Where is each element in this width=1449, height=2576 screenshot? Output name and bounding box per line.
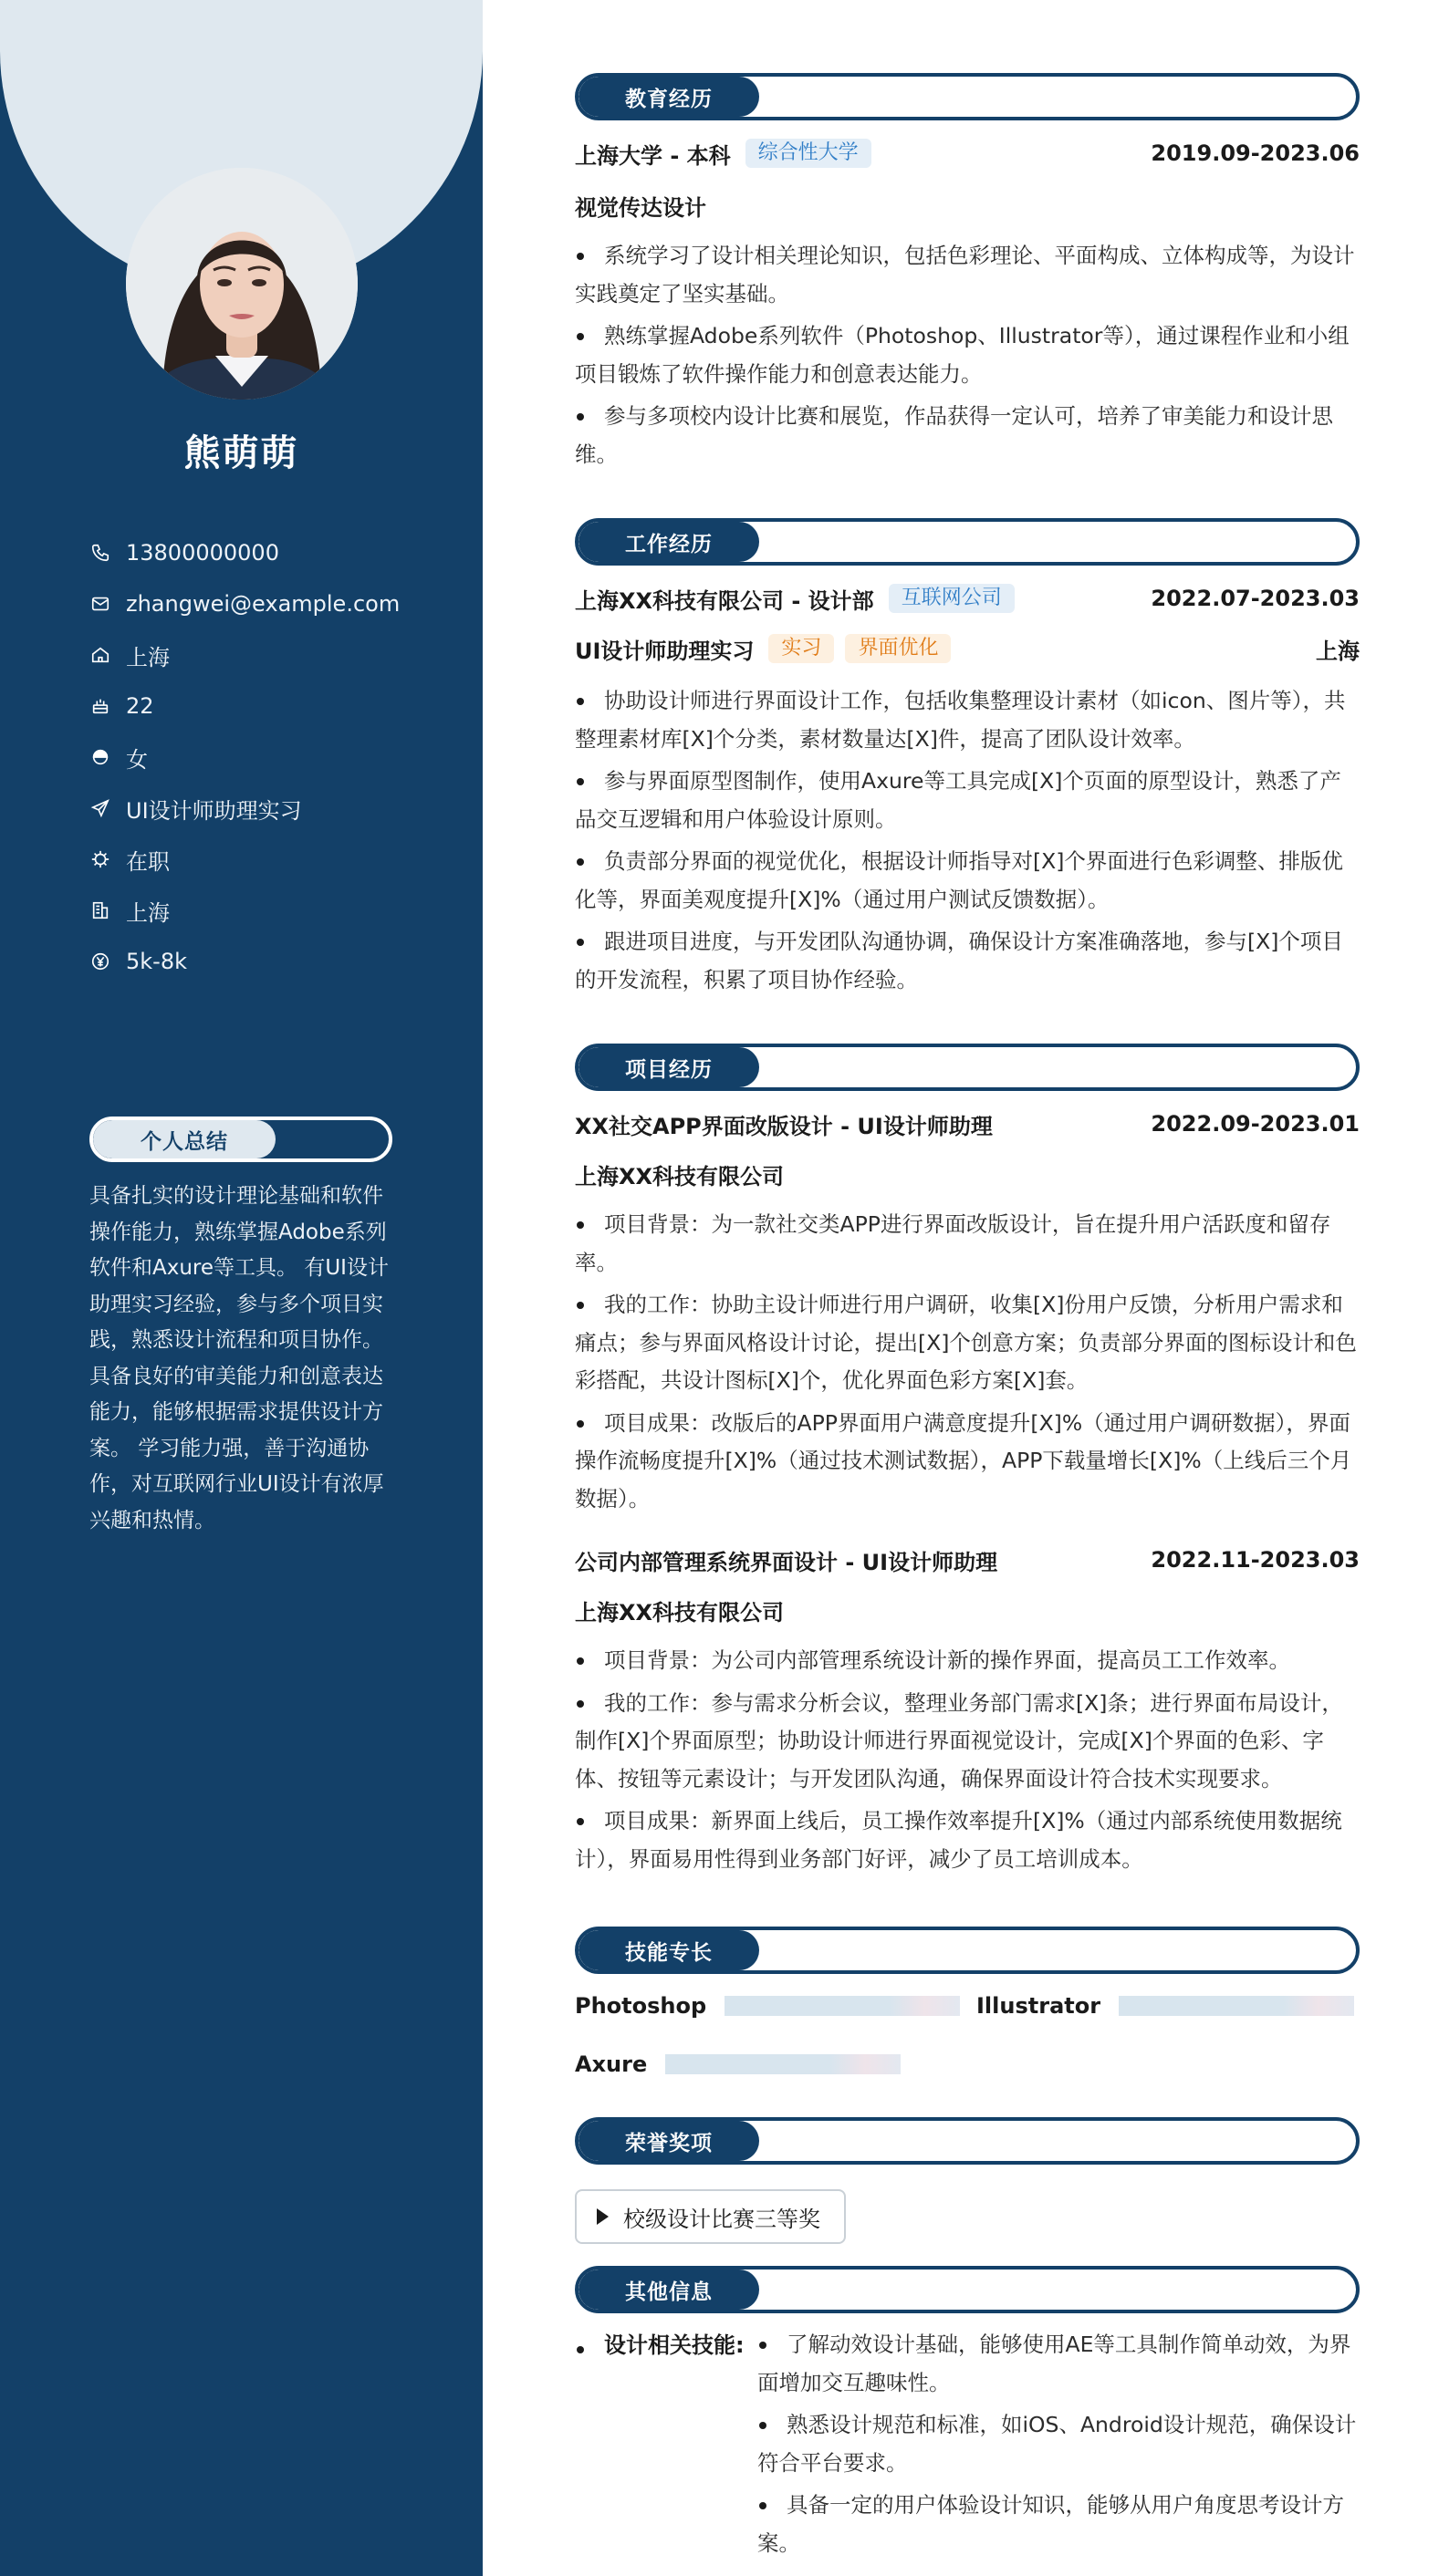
info-phone <box>89 527 454 578</box>
project-company: 上海XX科技有限公司 <box>575 1600 785 1626</box>
list-item: 具备一定的用户体验设计知识，能够从用户角度思考设计方案。 <box>757 2487 1360 2562</box>
list-item: 我的工作：参与需求分析会议，整理业务部门需求[X]条；进行界面布局设计，制作[X]个界面原型；协助设计师进行界面视觉设计，完成[X]个界面的色彩、字体、按钮等元素设计；与开发团队沟通，确保界面设计符合技术实现要求。 <box>575 1685 1360 1799</box>
company-name: 上海XX科技有限公司 - 设计部 <box>575 587 874 614</box>
list-item: 负责部分界面的视觉优化，根据设计师指导对[X]个界面进行色彩调整、排版优化等，界面美观度提升[X]%（通过用户测试反馈数据）。 <box>575 843 1360 919</box>
work-row <box>575 582 1360 615</box>
bullet-dot <box>577 2346 584 2353</box>
info-text: UI设计师助理实习 <box>126 797 302 824</box>
info-age <box>89 680 454 732</box>
project-date: 2022.09-2023.01 <box>1151 1111 1360 1137</box>
skill-name: Axure <box>575 2051 648 2077</box>
list-item: 跟进项目进度，与开发团队沟通协调，确保设计方案准确落地，参与[X]个项目的开发流程，积累了项目协作经验。 <box>575 923 1360 999</box>
list-item: 参与多项校内设计比赛和展览，作品获得一定认可，培养了审美能力和设计思维。 <box>575 398 1360 473</box>
list-item: 项目背景：为一款社交类APP进行界面改版设计，旨在提升用户活跃度和留存率。 <box>575 1206 1360 1282</box>
section-header-other <box>575 2266 1360 2313</box>
info-text: 上海 <box>126 644 170 670</box>
status-icon <box>89 848 111 870</box>
person-name: 熊萌萌 <box>183 432 299 474</box>
skill-item <box>575 2048 901 2081</box>
skill-name: Photoshop <box>575 1993 707 2019</box>
info-position <box>89 783 454 834</box>
section-title: 工作经历 <box>579 522 759 562</box>
skill-name: Illustrator <box>976 1993 1101 2019</box>
summary-text: 具备扎实的设计理论基础和软件操作能力，熟练掌握Adobe系列软件和Axure等工具。 有UI设计助理实习经验，参与多个项目实践，熟悉设计流程和项目协作。 具备良好的审美能力和创意表达能力，能够根据需求提供设计方案。 学习能力强，善于沟通协作，对互联网行业UI设计有浓厚兴趣和热情。 <box>89 1184 389 1532</box>
project-company: 上海XX科技有限公司 <box>575 1164 785 1189</box>
cake-icon <box>89 695 111 717</box>
info-text: 上海 <box>126 899 170 926</box>
section-header-honors <box>575 2117 1360 2165</box>
avatar <box>126 168 358 400</box>
section-header-work <box>575 518 1360 566</box>
list-item: 参与界面原型图制作，使用Axure等工具完成[X]个页面的原型设计，熟悉了产品交互逻辑和用户体验设计原则。 <box>575 763 1360 838</box>
info-text: 5k-8k <box>126 949 187 974</box>
skill-item <box>976 1989 1354 2022</box>
phone-icon <box>89 542 111 564</box>
role-tag: 实习 <box>768 634 834 663</box>
info-text: zhangwei@example.com <box>126 591 401 617</box>
project-name: 公司内部管理系统界面设计 - UI设计师助理 <box>575 1549 998 1575</box>
role-tag: 界面优化 <box>845 634 951 663</box>
education-major: 视觉传达设计 <box>575 195 706 221</box>
mail-icon <box>89 593 111 615</box>
info-text: 13800000000 <box>126 540 279 566</box>
info-status <box>89 834 454 885</box>
work-bullets <box>575 682 1360 1003</box>
section-header-education <box>575 73 1360 120</box>
summary-heading-label: 个人总结 <box>93 1120 276 1158</box>
building-icon <box>89 899 111 921</box>
skill-bar <box>1119 1996 1354 2016</box>
other-label: 设计相关技能: <box>604 2332 745 2358</box>
section-title: 项目经历 <box>579 1047 759 1087</box>
project-name: XX社交APP界面改版设计 - UI设计师助理 <box>575 1113 993 1139</box>
home-icon <box>89 644 111 666</box>
list-item: 项目成果：改版后的APP界面用户满意度提升[X]%（通过用户调研数据），界面操作流畅度提升[X]%（通过技术测试数据），APP下载量增长[X]%（上线后三个月数据）。 <box>575 1405 1360 1519</box>
info-gender <box>89 732 454 783</box>
school-name: 上海大学 - 本科 <box>575 142 731 169</box>
work-city: 上海 <box>1316 638 1360 664</box>
project-row <box>575 1107 1360 1140</box>
skill-bar <box>724 1996 960 2016</box>
skill-item <box>575 1989 960 2022</box>
work-date: 2022.07-2023.03 <box>1151 586 1360 611</box>
education-date: 2019.09-2023.06 <box>1151 140 1360 166</box>
section-header-skills <box>575 1927 1360 1974</box>
award-text: 校级设计比赛三等奖 <box>623 2206 820 2232</box>
education-row <box>575 137 1360 170</box>
company-type-tag: 互联网公司 <box>889 584 1015 613</box>
project-date: 2022.11-2023.03 <box>1151 1547 1360 1573</box>
section-title: 其他信息 <box>579 2270 759 2310</box>
section-header-projects <box>575 1044 1360 1091</box>
list-item: 协助设计师进行界面设计工作，包括收集整理设计素材（如icon、图片等），共整理素材库[X]个分类，素材数量达[X]件，提高了团队设计效率。 <box>575 682 1360 758</box>
info-text: 22 <box>126 693 154 719</box>
section-title: 教育经历 <box>579 77 759 117</box>
list-item: 熟练掌握Adobe系列软件（Photoshop、Illustrator等），通过课程作业和小组项目锻炼了软件操作能力和创意表达能力。 <box>575 317 1360 393</box>
avatar-portrait <box>126 168 358 400</box>
contact-info-list <box>89 527 454 987</box>
project-bullets <box>575 1642 1360 1883</box>
info-salary <box>89 936 454 987</box>
section-title: 荣誉奖项 <box>579 2121 759 2161</box>
list-item: 项目成果：新界面上线后，员工操作效率提升[X]%（通过内部系统使用数据统计），界面易用性得到业务部门好评，减少了员工培训成本。 <box>575 1802 1360 1878</box>
info-text: 在职 <box>126 848 170 875</box>
info-email <box>89 578 454 629</box>
skill-bar <box>665 2054 901 2074</box>
project-bullets <box>575 1206 1360 1522</box>
work-role: UI设计师助理实习 <box>575 638 755 664</box>
list-item: 了解动效设计基础，能够使用AE等工具制作简单动效，为界面增加交互趣味性。 <box>757 2326 1360 2402</box>
other-bullets <box>757 2326 1360 2567</box>
list-item: 系统学习了设计相关理论知识，包括色彩理论、平面构成、立体构成等，为设计实践奠定了坚实基础。 <box>575 237 1360 313</box>
education-bullets <box>575 237 1360 478</box>
info-text: 女 <box>126 746 148 773</box>
summary-heading <box>89 1117 392 1162</box>
work-role-row <box>575 632 1360 665</box>
yen-icon <box>89 950 111 972</box>
play-triangle-icon <box>597 2208 609 2225</box>
section-title: 技能专长 <box>579 1930 759 1970</box>
send-icon <box>89 797 111 819</box>
list-item: 我的工作：协助主设计师进行用户调研，收集[X]份用户反馈，分析用户需求和痛点；参与界面风格设计讨论，提出[X]个创意方案；负责部分界面的图标设计和色彩搭配，共设计图标[X]个，优化界面色彩方案[X]套。 <box>575 1286 1360 1400</box>
info-location <box>89 629 454 680</box>
list-item: 项目背景：为公司内部管理系统设计新的操作界面，提高员工工作效率。 <box>575 1642 1360 1680</box>
award-item <box>575 2189 846 2244</box>
sidebar <box>0 0 483 2576</box>
school-type-tag: 综合性大学 <box>745 139 871 168</box>
list-item: 熟悉设计规范和标准，如iOS、Android设计规范，确保设计符合平台要求。 <box>757 2406 1360 2482</box>
project-row <box>575 1543 1360 1576</box>
gender-icon <box>89 746 111 768</box>
info-city <box>89 885 454 936</box>
